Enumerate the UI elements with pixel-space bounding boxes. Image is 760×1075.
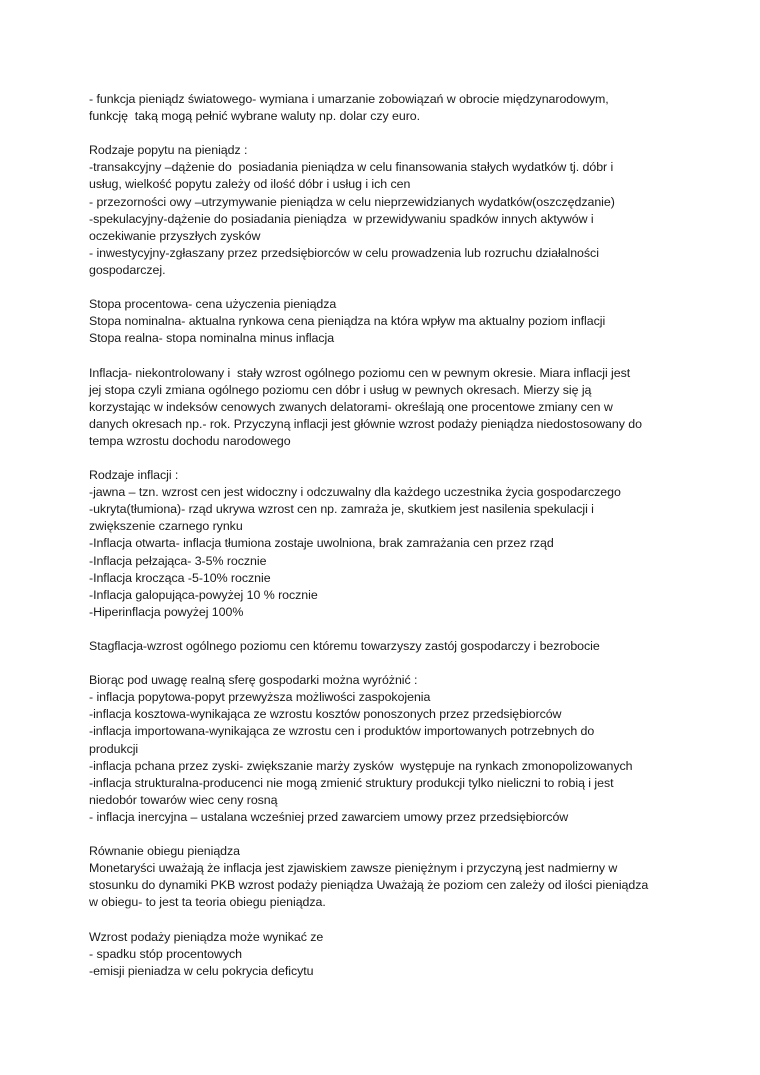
text-line: - inflacja inercyjna – ustalana wcześniej przed zawarciem umowy przez przedsiębiorców (89, 809, 569, 824)
text-line: -inflacja importowana-wynikająca ze wzrostu cen i produktów importowanych potrzebnych do (89, 724, 595, 739)
text-line: niedobór towarów wiec ceny rosną (89, 792, 278, 807)
text-line: -ukryta(tłumiona)- rząd ukrywa wzrost cen np. zamraża je, skutkiem jest nasilenia spekulacji i (89, 502, 594, 517)
text-line: oczekiwanie przyszłych zysków (89, 228, 261, 243)
paragraph (89, 91, 689, 125)
text-line: tempa wzrostu dochodu narodowego (89, 433, 291, 448)
text-line: - funkcja pieniądz światowego- wymiana i umarzanie zobowiązań w obrocie międzynarodowym, (89, 92, 609, 106)
text-line: -emisji pieniadza w celu pokrycia deficytu (89, 963, 314, 978)
text-line: -Inflacja galopująca-powyżej 10 % rocznie (89, 587, 318, 602)
text-line: -Inflacja krocząca -5-10% rocznie (89, 570, 271, 585)
paragraph (89, 467, 689, 621)
text-line: -jawna – tzn. wzrost cen jest widoczny i odczuwalny dla każdego uczestnika życia gospodarczego (89, 485, 621, 500)
text-line: Biorąc pod uwagę realną sferę gospodarki można wyróżnić : (89, 673, 418, 688)
text-line: - spadku stóp procentowych (89, 946, 242, 961)
text-line: usług, wielkość popytu zależy od ilość dóbr i usług i ich cen (89, 177, 411, 192)
paragraph (89, 296, 689, 347)
paragraph (89, 672, 689, 826)
text-line: stosunku do dynamiki PKB wzrost podaży pieniądza Uważają że poziom cen zależy od ilości pieniądza (89, 878, 649, 893)
text-line: -Inflacja otwarta- inflacja tłumiona zostaje uwolniona, brak zamrażania cen przez rząd (89, 536, 554, 551)
text-line: Inflacja- niekontrolowany i stały wzrost ogólnego poziomu cen w pewnym okresie. Miara inflacji jest (89, 365, 631, 380)
text-line: Równanie obiegu pieniądza (89, 844, 240, 859)
text-line: Stopa realna- stopa nominalna minus inflacja (89, 331, 335, 346)
text-line: - inwestycyjny-zgłaszany przez przedsiębiorców w celu prowadzenia lub rozruchu działalności (89, 245, 599, 260)
paragraph (89, 638, 689, 655)
text-line: - inflacja popytowa-popyt przewyższa możliwości zaspokojenia (89, 690, 431, 705)
text-line: danych okresach np.- rok. Przyczyną inflacji jest głównie wzrost podaży pieniądza niedostosowany do (89, 416, 642, 431)
text-line: Stopa procentowa- cena użyczenia pieniądza (89, 297, 337, 312)
paragraph (89, 142, 689, 279)
text-line: -Inflacja pełzająca- 3-5% rocznie (89, 553, 267, 568)
paragraph (89, 843, 689, 911)
text-line: jej stopa czyli zmiana ogólnego poziomu cen dóbr i usług w pewnych okresach. Mierzy się ją (89, 382, 592, 397)
text-line: -Hiperinflacja powyżej 100% (89, 604, 244, 619)
text-line: produkcji (89, 741, 139, 756)
paragraph (89, 929, 689, 980)
text-line: Stopa nominalna- aktualna rynkowa cena pieniądza na która wpływ ma aktualny poziom inflacji (89, 314, 606, 329)
text-line: Rodzaje popytu na pieniądz : (89, 143, 248, 158)
text-line: Stagflacja-wzrost ogólnego poziomu cen któremu towarzyszy zastój gospodarczy i bezrobocie (89, 639, 600, 653)
text-line: gospodarczej. (89, 262, 166, 277)
paragraph (89, 365, 689, 450)
text-line: -spekulacyjny-dążenie do posiadania pieniądza w przewidywaniu spadków innych aktywów i (89, 211, 594, 226)
text-line: -inflacja strukturalna-producenci nie mogą zmienić struktury produkcji tylko nieliczni to robią i jest (89, 775, 614, 790)
text-line: funkcję taką mogą pełnić wybrane waluty np. dolar czy euro. (89, 109, 421, 124)
text-line: korzystając w indeksów cenowych zwanych delatorami- określają one procentowe zmiany cen w (89, 399, 613, 414)
text-line: Monetaryści uważają że inflacja jest zjawiskiem zawsze pieniężnym i przyczyną jest nadmierny w (89, 861, 618, 876)
text-line: Rodzaje inflacji : (89, 468, 179, 483)
document-body (89, 91, 689, 997)
text-line: w obiegu- to jest ta teoria obiegu pieniądza. (89, 895, 326, 910)
text-line: -transakcyjny –dążenie do posiadania pieniądza w celu finansowania stałych wydatków tj. dóbr i (89, 160, 614, 175)
text-line: -inflacja kosztowa-wynikająca ze wzrostu kosztów ponoszonych przez przedsiębiorców (89, 707, 562, 722)
text-line: zwiększenie czarnego rynku (89, 519, 243, 534)
text-line: - przezorności owy –utrzymywanie pieniądza w celu nieprzewidzianych wydatków(oszczędzanie) (89, 194, 615, 209)
text-line: Wzrost podaży pieniądza może wynikać ze (89, 929, 324, 944)
text-line: -inflacja pchana przez zyski- zwiększanie marży zysków występuje na rynkach zmonopolizowanych (89, 758, 633, 773)
